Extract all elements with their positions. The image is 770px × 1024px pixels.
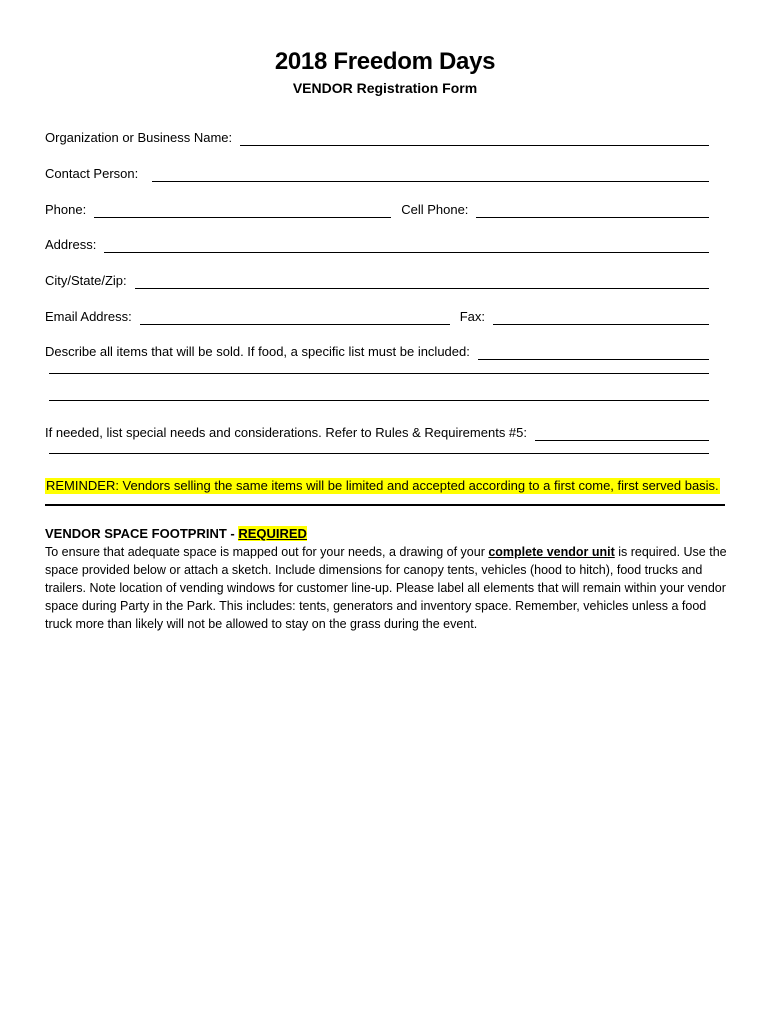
email-field[interactable] <box>140 312 450 325</box>
footprint-text-before: To ensure that adequate space is mapped out for your needs, a drawing of your <box>45 545 489 559</box>
special-needs-label: If needed, list special needs and considerations. Refer to Rules & Requirements #5: <box>45 425 527 440</box>
items-sold-line-3[interactable] <box>49 400 709 401</box>
items-sold-line-2[interactable] <box>49 373 709 374</box>
items-sold-row <box>45 342 709 360</box>
footprint-required-label: REQUIRED <box>238 526 307 541</box>
city-state-zip-row <box>45 271 709 289</box>
special-needs-field[interactable] <box>535 428 709 441</box>
contact-row <box>45 164 709 182</box>
form-title: 2018 Freedom Days <box>274 48 496 75</box>
city-state-zip-field[interactable] <box>135 276 709 289</box>
items-sold-field[interactable] <box>478 347 709 360</box>
footprint-text-emphasis: complete vendor unit <box>488 545 615 559</box>
phone-label: Phone: <box>45 202 87 217</box>
footprint-text-after: is required. Use the space provided below or attach a sketch. Include dimensions for canopy tents, vehicles (hood to hitch), food trucks and trailers. Note location of vending windows for customer line-up. Please label all elements that will remain within your vendor space during Party in the Park. This includes: tents, generators and inventory space. Remember, vehicles unless a food truck more than likely will not be allowed to stay on the grass during the event. <box>45 545 727 631</box>
reminder-note: REMINDER: Vendors selling the same items will be limited and accepted according to a first come, first served basis. <box>46 478 719 493</box>
address-row <box>45 235 709 253</box>
section-divider <box>45 504 725 506</box>
special-needs-line-2[interactable] <box>49 453 709 454</box>
email-row <box>45 307 709 325</box>
address-label: Address: <box>45 237 97 252</box>
organization-field[interactable] <box>240 133 709 146</box>
email-label: Email Address: <box>45 309 132 324</box>
cell-phone-field[interactable] <box>476 205 709 218</box>
fax-label: Fax: <box>459 309 485 324</box>
footprint-heading-text: VENDOR SPACE FOOTPRINT - <box>45 526 239 541</box>
footprint-instructions <box>45 543 729 633</box>
fax-field[interactable] <box>493 312 709 325</box>
phone-field[interactable] <box>94 205 391 218</box>
items-sold-label: Describe all items that will be sold. If food, a specific list must be included: <box>45 344 470 359</box>
cell-phone-label: Cell Phone: <box>401 202 469 217</box>
special-needs-row <box>45 423 709 441</box>
phone-row <box>45 200 709 218</box>
organization-label: Organization or Business Name: <box>45 130 233 145</box>
city-state-zip-label: City/State/Zip: <box>45 273 127 288</box>
form-subtitle: VENDOR Registration Form <box>292 80 478 96</box>
contact-field[interactable] <box>152 169 709 182</box>
address-field[interactable] <box>104 240 709 253</box>
organization-row <box>45 128 709 146</box>
footprint-heading <box>45 526 307 542</box>
contact-label: Contact Person: <box>45 166 139 181</box>
